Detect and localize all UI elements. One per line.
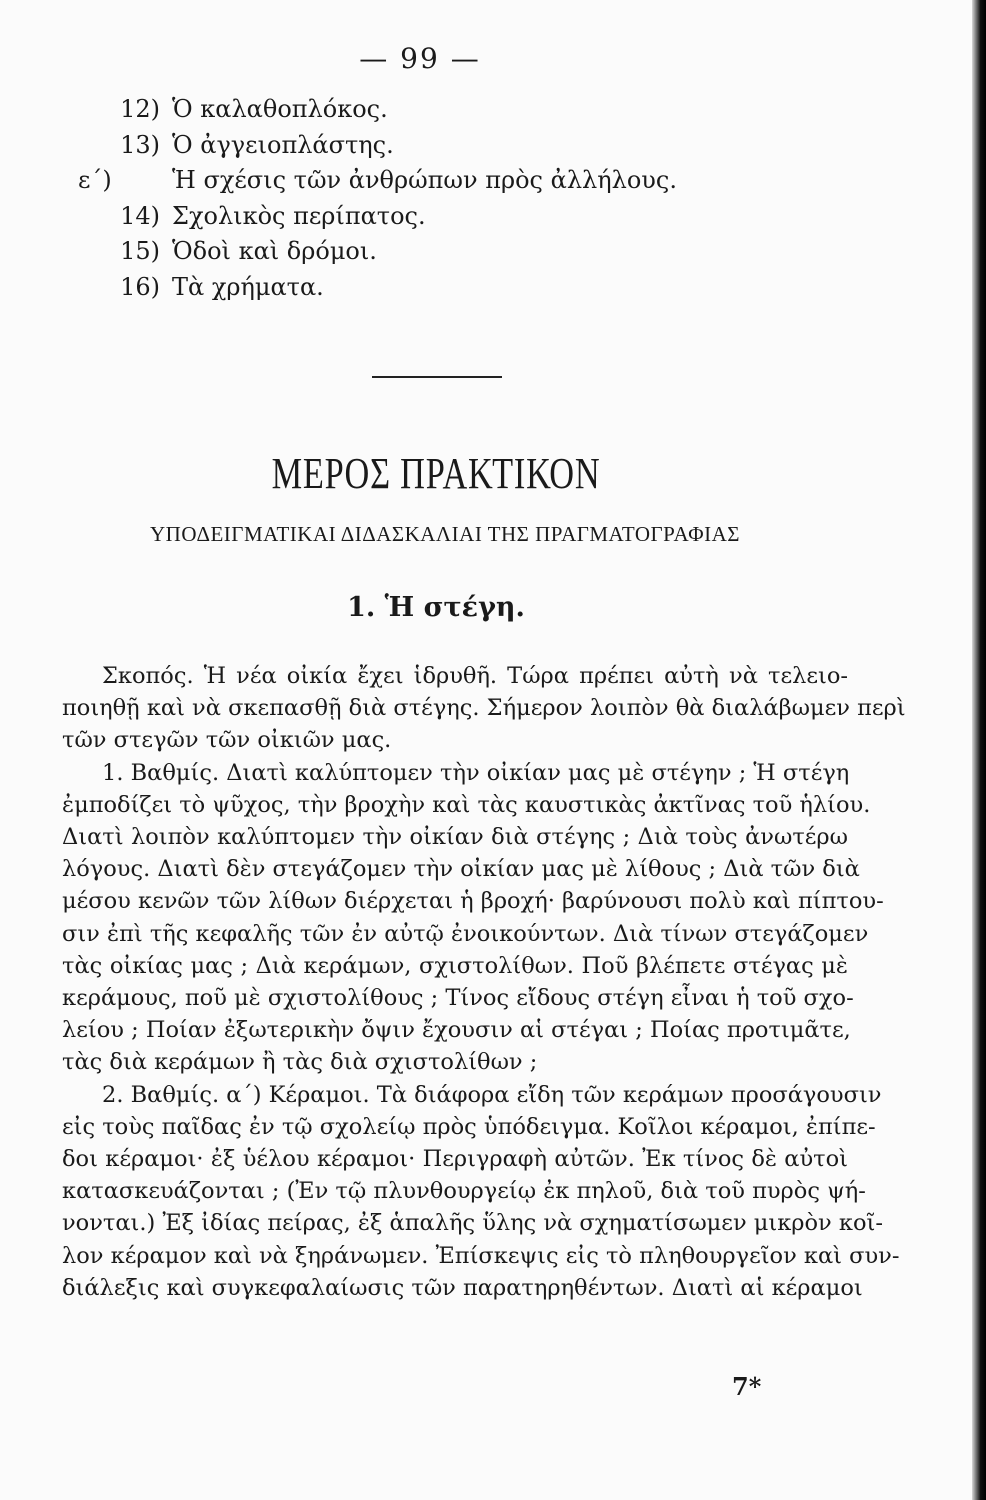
toc-item — [78, 128, 677, 164]
toc-item-number: 14) — [120, 201, 160, 230]
toc-item — [78, 270, 677, 306]
body-line: λείου ; Ποίαν ἐξωτερικὴν ὄψιν ἔχουσιν αἱ στέγαι ; Ποίας προτιμᾶτε, — [62, 1017, 851, 1044]
body-text — [62, 660, 906, 1304]
body-line: λόγους. Διατὶ δὲν στεγάζομεν τὴν οἰκίαν μας μὲ λίθους ; Διὰ τῶν διὰ — [62, 856, 860, 883]
body-line: τὰς διὰ κεράμων ἢ τὰς διὰ σχιστολίθων ; — [62, 1049, 538, 1076]
body-line: τῶν στεγῶν τῶν οἰκιῶν μας. — [62, 727, 392, 754]
signature-mark: 7* — [732, 1372, 762, 1401]
toc-item-number: 12) — [120, 95, 160, 123]
body-line: μέσου κενῶν τῶν λίθων διέρχεται ἡ βροχή· βαρύνουσι πολὺ καὶ πίπτου- — [62, 888, 884, 915]
page-number: — 99 — — [359, 42, 481, 75]
body-line: 1. Βαθμίς. Διατὶ καλύπτομεν τὴν οἰκίαν μας μὲ στέγην ; Ἡ στέγη — [102, 759, 850, 786]
body-line: λον κέραμον καὶ νὰ ξηράνωμεν. Ἐπίσκεψις εἰς τὸ πληθουργεῖον καὶ συν- — [62, 1242, 900, 1269]
toc-item-number: 16) — [120, 272, 160, 301]
toc-item-number: 15) — [120, 237, 160, 265]
lesson-title: 1. Ἡ στέγη. — [347, 592, 525, 623]
body-line: 2. Βαθμίς. α΄) Κέραμοι. Τὰ διάφορα εἴδη τῶν κεράμων προσάγουσιν — [102, 1081, 882, 1108]
table-of-contents — [78, 92, 677, 305]
toc-item-text: Ἡ σχέσις τῶν ἀνθρώπων πρὸς ἀλλήλους. — [172, 166, 677, 194]
body-line: διάλεξις καὶ συγκεφαλαίωσις τῶν παρατηρηθέντων. Διατὶ αἱ κέραμοι — [62, 1274, 863, 1301]
body-line: σιν ἐπὶ τῆς κεφαλῆς τῶν ἐν αὐτῷ ἐνοικούντων. Διὰ τίνων στεγάζομεν — [62, 920, 869, 947]
toc-item-text: Ὁ ἀγγειοπλάστης. — [172, 130, 394, 159]
toc-item-number: ε΄) — [78, 166, 112, 194]
section-divider — [372, 376, 502, 378]
toc-item — [78, 199, 677, 235]
body-line: εἰς τοὺς παῖδας ἐν τῷ σχολείῳ πρὸς ὑπόδειγμα. Κοῖλοι κέραμοι, ἐπίπε- — [62, 1113, 876, 1140]
body-line: τὰς οἰκίας μας ; Διὰ κεράμων, σχιστολίθων. Ποῦ βλέπετε στέγας μὲ — [62, 952, 848, 979]
body-line: Διατὶ λοιπὸν καλύπτομεν τὴν οἰκίαν διὰ στέγης ; Διὰ τοὺς ἀνωτέρω — [62, 824, 848, 851]
toc-item-text: Σχολικὸς περίπατος. — [172, 201, 426, 230]
body-line: ποιηθῇ καὶ νὰ σκεπασθῇ διὰ στέγης. Σήμερον λοιπὸν θὰ διαλάβωμεν περὶ — [62, 695, 906, 722]
body-line: ἐμποδίζει τὸ ψῦχος, τὴν βροχὴν καὶ τὰς καυστικὰς ἀκτῖνας τοῦ ἡλίου. — [62, 791, 871, 818]
page-edge-shadow — [972, 0, 986, 1500]
toc-item — [78, 92, 677, 128]
subtitle: ΥΠΟΔΕΙΓΜΑΤΙΚΑΙ ΔΙΔΑΣΚΑΛΙΑΙ ΤΗΣ ΠΡΑΓΜΑΤΟΓΡΑΦΙΑΣ — [150, 522, 740, 546]
body-line: Σκοπός. Ἡ νέα οἰκία ἔχει ἱδρυθῆ. Τώρα πρέπει αὐτὴ νὰ τελειο- — [102, 663, 848, 689]
body-line: κατασκευάζονται ; (Ἐν τῷ πλυνθουργείῳ ἐκ πηλοῦ, διὰ τοῦ πυρὸς ψή- — [62, 1178, 866, 1205]
body-line: κεράμους, ποῦ μὲ σχιστολίθους ; Τίνος εἴδους στέγη εἶναι ἡ τοῦ σχο- — [62, 985, 854, 1012]
body-line: δοι κέραμοι· ἐξ ὑέλου κέραμοι· Περιγραφὴ αὐτῶν. Ἐκ τίνος δὲ αὐτοὶ — [62, 1146, 848, 1173]
toc-item-text: Τὰ χρήματα. — [172, 272, 324, 301]
toc-item-text: Ὁδοὶ καὶ δρόμοι. — [172, 237, 377, 265]
toc-section-heading — [78, 163, 677, 199]
toc-item-number: 13) — [120, 130, 160, 159]
toc-item-text: Ὁ καλαθοπλόκος. — [172, 95, 388, 123]
toc-item — [78, 234, 677, 270]
body-line: νονται.) Ἐξ ἰδίας πείρας, ἐξ ἁπαλῆς ὕλης νὰ σχηματίσωμεν μικρὸν κοῖ- — [62, 1210, 883, 1237]
main-title: ΜΕΡΟΣ ΠΡΑΚΤΙΚΟΝ — [271, 449, 601, 498]
